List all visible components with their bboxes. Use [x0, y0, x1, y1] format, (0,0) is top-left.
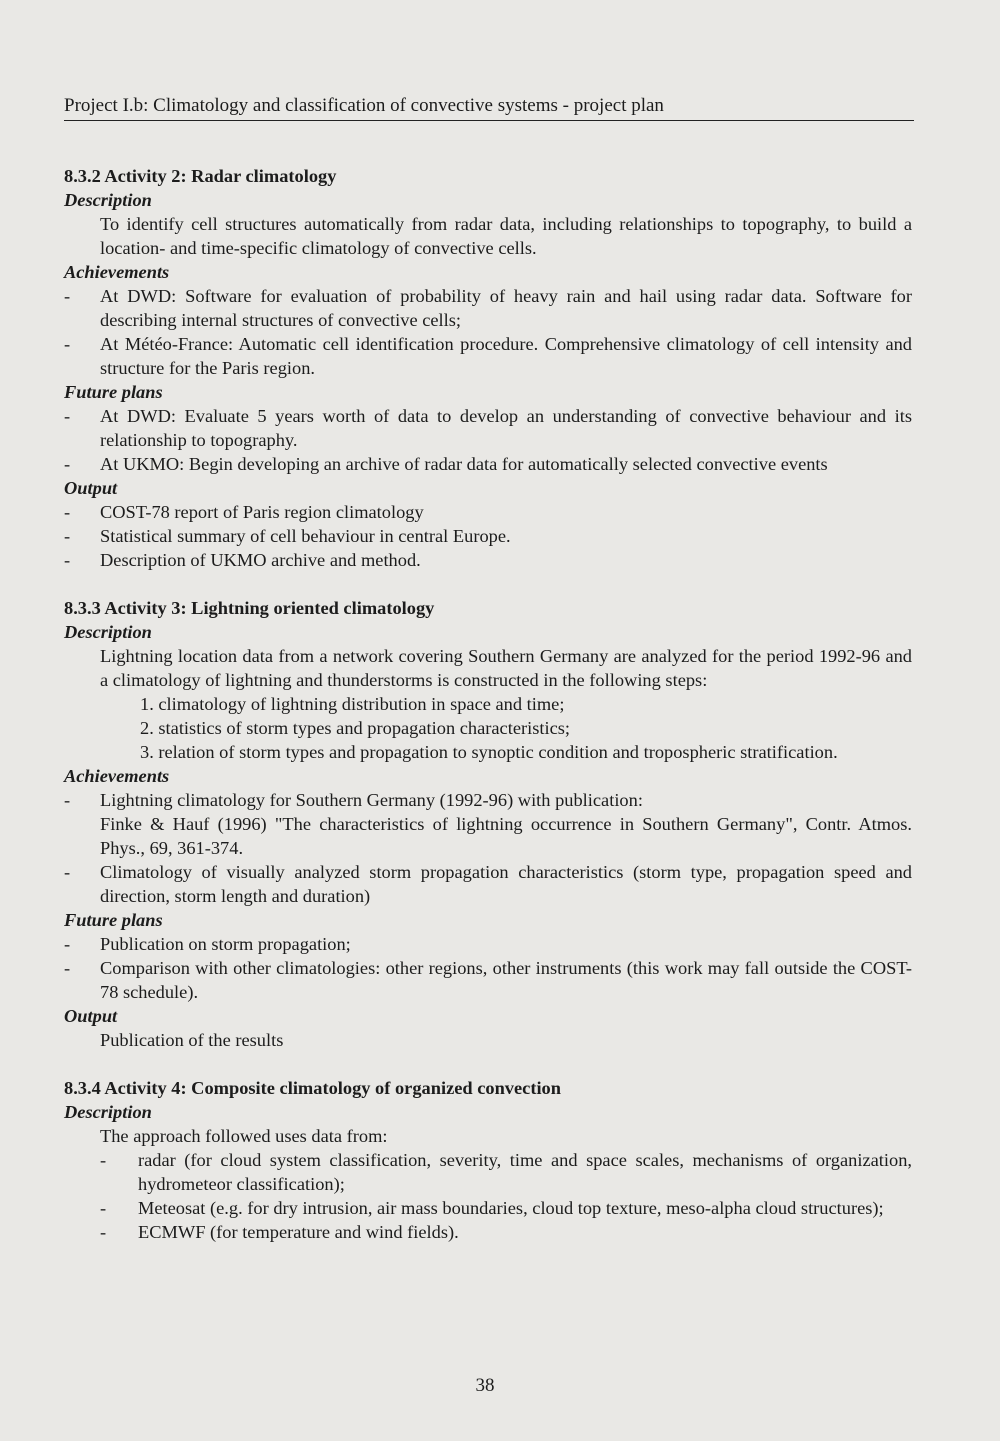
list-item: - ECMWF (for temperature and wind fields).	[100, 1222, 459, 1242]
list-item: - radar (for cloud system classification, severity, time and space scales, mechanisms of organization, hydrometeor classification);	[100, 1150, 912, 1194]
dash-bullet: -	[64, 286, 71, 306]
list-item: - COST-78 report of Paris region climatology	[64, 502, 424, 522]
output-label: Output	[64, 1006, 118, 1026]
list-item: - Meteosat (e.g. for dry intrusion, air mass boundaries, cloud top texture, meso-alpha cloud structures);	[100, 1198, 884, 1218]
achievements-label: Achievements	[64, 262, 170, 282]
dash-bullet: -	[100, 1222, 107, 1242]
dash-bullet: -	[64, 862, 71, 882]
page-number: 38	[475, 1375, 495, 1396]
list-item: - Statistical summary of cell behaviour in central Europe.	[64, 526, 511, 546]
dash-bullet: -	[100, 1198, 107, 1218]
section-heading-8-3-4: 8.3.4 Activity 4: Composite climatology of organized convection	[64, 1078, 561, 1098]
list-item: - At UKMO: Begin developing an archive of radar data for automatically selected convective events	[64, 454, 828, 474]
dash-bullet: -	[64, 526, 71, 546]
list-item: - Description of UKMO archive and method.	[64, 550, 421, 570]
dash-bullet: -	[64, 502, 71, 522]
dash-bullet: -	[100, 1150, 107, 1170]
page-body	[64, 164, 912, 1244]
list-item: - Comparison with other climatologies: other regions, other instruments (this work may fall outside the COST-78 schedule).	[64, 958, 912, 1002]
dash-bullet: -	[64, 934, 71, 954]
dash-bullet: -	[64, 958, 71, 978]
section-gap	[64, 572, 912, 596]
numbered-step: 2. statistics of storm types and propagation characteristics;	[140, 718, 571, 738]
section-heading-8-3-2: 8.3.2 Activity 2: Radar climatology	[64, 166, 337, 186]
dash-bullet: -	[64, 334, 71, 354]
numbered-step: 1. climatology of lightning distribution in space and time;	[140, 694, 565, 714]
numbered-step: 3. relation of storm types and propagation to synoptic condition and tropospheric stratification.	[140, 742, 838, 762]
publication-reference: Finke & Hauf (1996) "The characteristics of lightning occurrence in Southern Germany", Contr. Atmos. Phys., 69, 361-374.	[100, 814, 912, 858]
description-label: Description	[64, 190, 152, 210]
list-item: - At Météo-France: Automatic cell identification procedure. Comprehensive climatology of cell intensity and structure for the Paris region.	[64, 334, 912, 378]
future-plans-label: Future plans	[64, 382, 163, 402]
achievements-label: Achievements	[64, 766, 170, 786]
description-label: Description	[64, 1102, 152, 1122]
dash-bullet: -	[64, 790, 71, 810]
dash-bullet: -	[64, 454, 71, 474]
list-item: - At DWD: Software for evaluation of probability of heavy rain and hail using radar data. Software for describing internal structures of convective cells;	[64, 286, 912, 330]
output-label: Output	[64, 478, 118, 498]
output-text: Publication of the results	[100, 1030, 284, 1050]
dash-bullet: -	[64, 406, 71, 426]
list-item: - Climatology of visually analyzed storm propagation characteristics (storm type, propagation speed and direction, storm length and duration)	[64, 862, 912, 906]
list-item: - Publication on storm propagation;	[64, 934, 351, 954]
description-label: Description	[64, 622, 152, 642]
future-plans-label: Future plans	[64, 910, 163, 930]
description-text: To identify cell structures automatically from radar data, including relationships to topography, to build a location- and time-specific climatology of convective cells.	[100, 214, 912, 258]
list-item: - Lightning climatology for Southern Germany (1992-96) with publication:	[64, 790, 643, 810]
section-gap	[64, 1052, 912, 1076]
description-text: The approach followed uses data from:	[100, 1126, 388, 1146]
dash-bullet: -	[64, 550, 71, 570]
list-item: - At DWD: Evaluate 5 years worth of data to develop an understanding of convective behaviour and its relationship to topography.	[64, 406, 912, 450]
section-heading-8-3-3: 8.3.3 Activity 3: Lightning oriented climatology	[64, 598, 435, 618]
running-header: Project I.b: Climatology and classification of convective systems - project plan	[64, 94, 914, 121]
description-text: Lightning location data from a network covering Southern Germany are analyzed for the period 1992-96 and a climatology of lightning and thunderstorms is constructed in the following steps:	[100, 646, 912, 690]
